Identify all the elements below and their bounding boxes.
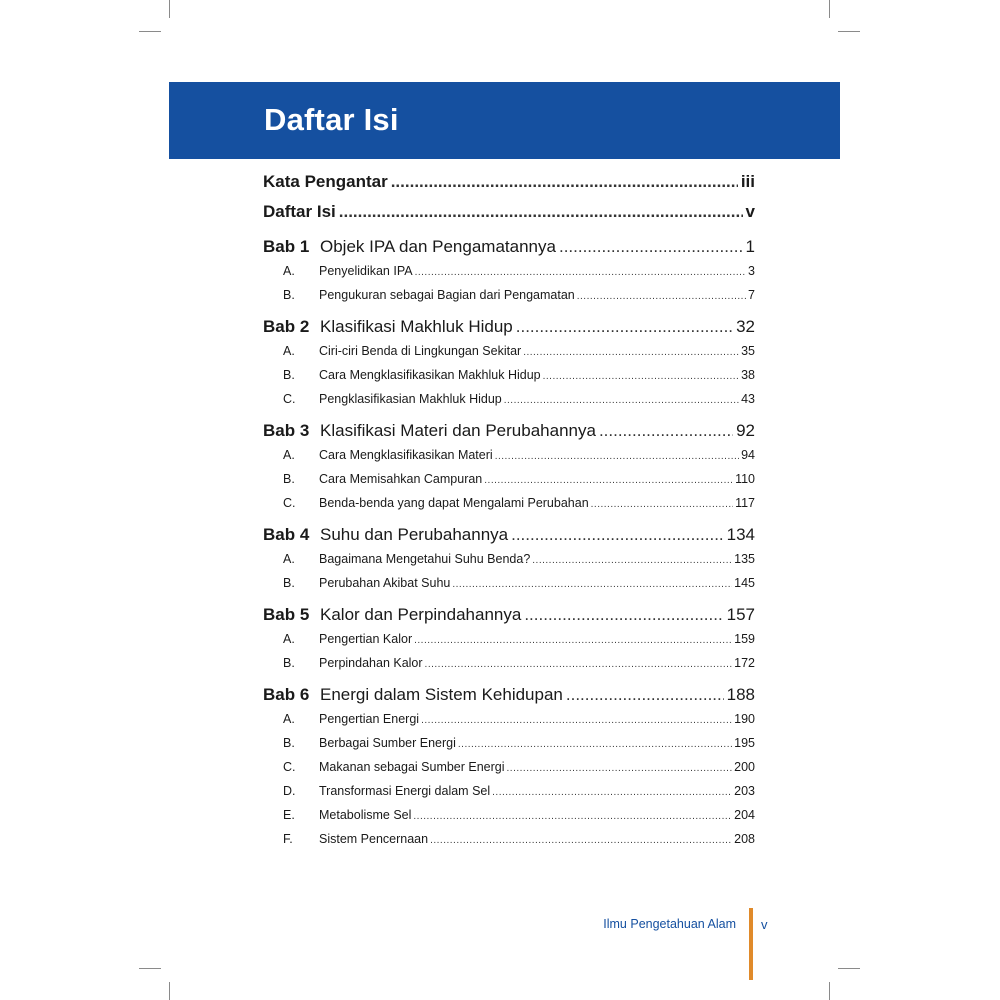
section-title: Bagaimana Mengetahui Suhu Benda? (319, 552, 531, 566)
toc-leader-dots (507, 763, 733, 774)
toc-leader-dots (425, 659, 733, 670)
toc-section (263, 448, 755, 472)
toc-section (263, 760, 755, 784)
section-title: Ciri-ciri Benda di Lingkungan Sekitar (319, 344, 522, 358)
section-page: 208 (734, 832, 755, 846)
toc-section (263, 632, 755, 656)
table-of-contents (263, 172, 755, 856)
toc-entry-title: Kata Pengantar (263, 172, 388, 191)
section-letter: B. (283, 576, 295, 590)
toc-leader-dots (511, 525, 724, 545)
crop-mark (829, 0, 830, 18)
toc-leader-dots (339, 202, 743, 222)
section-title: Pengklasifikasian Makhluk Hidup (319, 392, 502, 406)
toc-chapter (263, 685, 755, 712)
toc-section (263, 832, 755, 856)
section-title: Pengertian Kalor (319, 632, 413, 646)
crop-mark (139, 31, 161, 32)
section-page: 38 (741, 368, 755, 382)
toc-entry-front (263, 172, 755, 202)
section-letter: C. (283, 760, 296, 774)
toc-leader-dots (577, 291, 746, 302)
section-page: 110 (735, 472, 755, 486)
crop-mark (139, 968, 161, 969)
section-title: Berbagai Sumber Energi (319, 736, 456, 750)
toc-entry-page: iii (740, 172, 755, 191)
section-title: Perpindahan Kalor (319, 656, 423, 670)
chapter-number: Bab 4 (263, 525, 310, 544)
toc-leader-dots (391, 172, 738, 192)
section-page: 94 (741, 448, 755, 462)
toc-entry-front (263, 202, 755, 232)
toc-section (263, 496, 755, 520)
section-page: 203 (734, 784, 755, 798)
toc-leader-dots (452, 579, 732, 590)
section-letter: B. (283, 288, 295, 302)
chapter-number: Bab 3 (263, 421, 310, 440)
toc-section (263, 576, 755, 600)
toc-section (263, 736, 755, 760)
chapter-number: Bab 6 (263, 685, 310, 704)
toc-section (263, 656, 755, 680)
toc-leader-dots (484, 475, 733, 486)
toc-entry-title: Daftar Isi (263, 202, 336, 221)
crop-mark (169, 982, 170, 1000)
section-page: 195 (734, 736, 755, 750)
section-page: 43 (741, 392, 755, 406)
chapter-number: Bab 2 (263, 317, 310, 336)
section-title: Sistem Pencernaan (319, 832, 429, 846)
section-title: Pengukuran sebagai Bagian dari Pengamatan (319, 288, 575, 302)
section-page: 200 (734, 760, 755, 774)
section-page: 159 (734, 632, 755, 646)
toc-section (263, 808, 755, 832)
section-title: Metabolisme Sel (319, 808, 412, 822)
toc-section (263, 264, 755, 288)
chapter-page: 134 (726, 525, 755, 544)
section-title: Cara Mengklasifikasikan Materi (319, 448, 493, 462)
toc-leader-dots (516, 317, 733, 337)
section-page: 145 (734, 576, 755, 590)
section-title: Transformasi Energi dalam Sel (319, 784, 491, 798)
chapter-page: 188 (726, 685, 755, 704)
toc-leader-dots (413, 811, 732, 822)
section-letter: C. (283, 392, 296, 406)
toc-leader-dots (559, 237, 743, 257)
toc-leader-dots (492, 787, 732, 798)
section-title: Benda-benda yang dapat Mengalami Perubahan (319, 496, 589, 510)
section-letter: B. (283, 736, 295, 750)
toc-leader-dots (458, 739, 732, 750)
toc-leader-dots (421, 715, 732, 726)
toc-entry-page: v (745, 202, 755, 221)
toc-leader-dots (524, 605, 723, 625)
chapter-title: Objek IPA dan Pengamatannya (320, 237, 556, 256)
chapter-number: Bab 1 (263, 237, 310, 256)
toc-section (263, 368, 755, 392)
toc-leader-dots (566, 685, 724, 705)
toc-leader-dots (495, 451, 739, 462)
section-page: 7 (748, 288, 755, 302)
chapter-page: 32 (736, 317, 755, 336)
crop-mark (169, 0, 170, 18)
chapter-page: 157 (726, 605, 755, 624)
header-band (169, 82, 840, 159)
toc-section (263, 784, 755, 808)
crop-mark (838, 31, 860, 32)
toc-chapter (263, 317, 755, 344)
toc-leader-dots (504, 395, 739, 406)
section-page: 172 (734, 656, 755, 670)
toc-section (263, 712, 755, 736)
section-page: 117 (735, 496, 755, 510)
chapter-page: 1 (745, 237, 755, 256)
section-letter: E. (283, 808, 295, 822)
toc-section (263, 288, 755, 312)
section-letter: B. (283, 656, 295, 670)
toc-leader-dots (415, 267, 746, 278)
chapter-page: 92 (736, 421, 755, 440)
crop-mark (829, 982, 830, 1000)
chapter-title: Klasifikasi Makhluk Hidup (320, 317, 513, 336)
section-letter: F. (283, 832, 293, 846)
toc-chapter (263, 605, 755, 632)
toc-section (263, 472, 755, 496)
toc-section (263, 344, 755, 368)
crop-mark (838, 968, 860, 969)
toc-section (263, 392, 755, 416)
chapter-number: Bab 5 (263, 605, 310, 624)
section-page: 3 (748, 264, 755, 278)
section-title: Cara Mengklasifikasikan Makhluk Hidup (319, 368, 541, 382)
toc-chapter (263, 525, 755, 552)
toc-leader-dots (532, 555, 732, 566)
section-letter: A. (283, 448, 295, 462)
toc-chapter (263, 421, 755, 448)
footer-book-title: Ilmu Pengetahuan Alam (603, 917, 736, 931)
chapter-title: Suhu dan Perubahannya (320, 525, 509, 544)
section-title: Perubahan Akibat Suhu (319, 576, 451, 590)
section-title: Pengertian Energi (319, 712, 420, 726)
section-letter: A. (283, 264, 295, 278)
section-title: Cara Memisahkan Campuran (319, 472, 483, 486)
page-title: Daftar Isi (264, 102, 399, 137)
section-letter: C. (283, 496, 296, 510)
toc-leader-dots (430, 835, 732, 846)
toc-leader-dots (523, 347, 739, 358)
chapter-title: Klasifikasi Materi dan Perubahannya (320, 421, 596, 440)
toc-section (263, 552, 755, 576)
toc-leader-dots (591, 499, 733, 510)
footer-rule (749, 908, 753, 980)
section-page: 35 (741, 344, 755, 358)
section-page: 190 (734, 712, 755, 726)
section-page: 135 (734, 552, 755, 566)
section-letter: D. (283, 784, 296, 798)
toc-leader-dots (599, 421, 733, 441)
chapter-title: Kalor dan Perpindahannya (320, 605, 522, 624)
section-title: Makanan sebagai Sumber Energi (319, 760, 505, 774)
section-letter: A. (283, 344, 295, 358)
toc-leader-dots (543, 371, 739, 382)
toc-leader-dots (414, 635, 732, 646)
section-letter: A. (283, 552, 295, 566)
section-letter: B. (283, 368, 295, 382)
section-letter: A. (283, 712, 295, 726)
section-letter: A. (283, 632, 295, 646)
section-title: Penyelidikan IPA (319, 264, 413, 278)
section-letter: B. (283, 472, 295, 486)
footer-page-number: v (761, 917, 768, 932)
toc-chapter (263, 237, 755, 264)
chapter-title: Energi dalam Sistem Kehidupan (320, 685, 563, 704)
section-page: 204 (734, 808, 755, 822)
